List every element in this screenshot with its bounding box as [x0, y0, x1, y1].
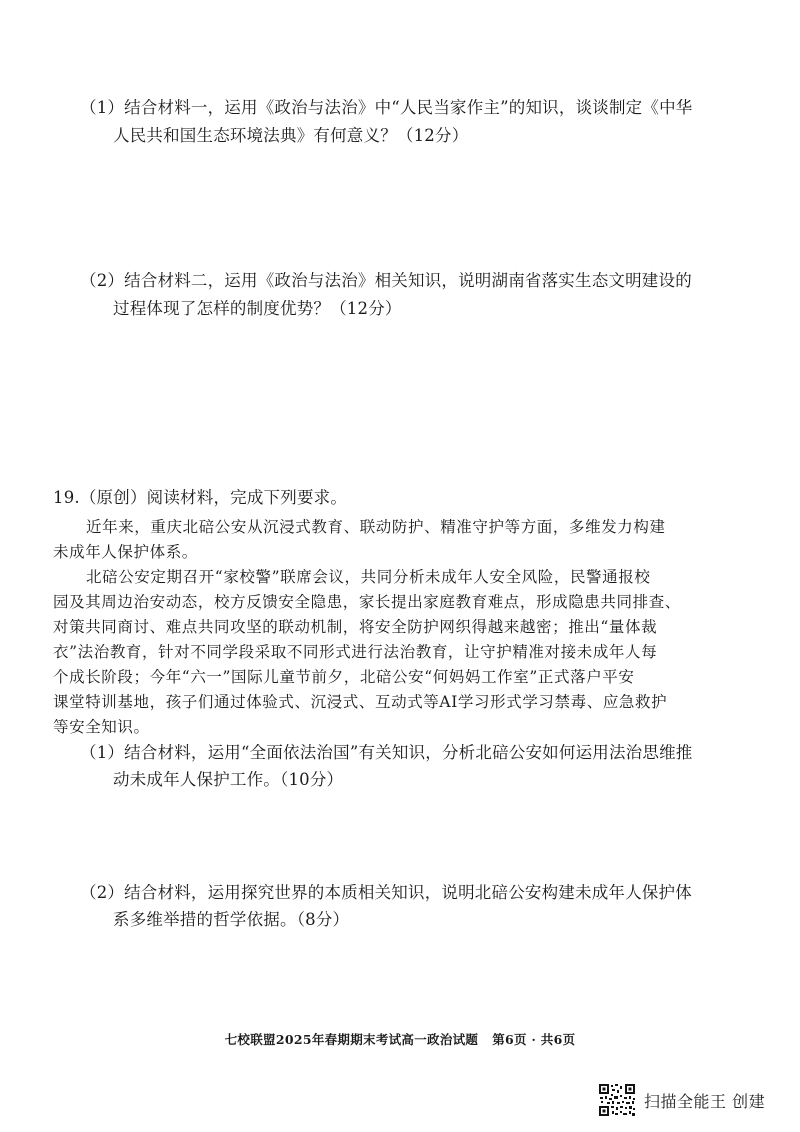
footer-total-pages: 共6页	[540, 1032, 576, 1047]
q19-material-line: 对策共同商讨、难点共同攻坚的联动机制，将安全防护网织得越来越密；推出“量体裁	[53, 618, 658, 636]
q18-1-line2: 人民共和国生态环境法典》有何意义？（12分）	[113, 126, 469, 145]
q18-2-line1: （2）结合材料二，运用《政治与法治》相关知识，说明湖南省落实生态文明建设的	[80, 271, 692, 290]
q19-material-line: 近年来，重庆北碚公安从沉浸式教育、联动防护、精准守护等方面，多维发力构建	[86, 518, 666, 536]
watermark-text: 扫描全能王 创建	[644, 1091, 766, 1111]
q19-material-line: 园及其周边治安动态，校方反馈安全隐患，家长提出家庭教育难点，形成隐患共同排查、	[53, 593, 681, 611]
footer-page-number: 第6页	[492, 1032, 527, 1047]
page-footer	[0, 1030, 800, 1048]
q19-material-line: 等安全知识。	[53, 718, 150, 736]
q19-2-line1: （2）结合材料，运用探究世界的本质相关知识，说明北碚公安构建未成年人保护体	[80, 883, 692, 902]
qr-code-icon	[598, 1083, 636, 1117]
q19-header: 19.（原创）阅读材料，完成下列要求。	[53, 488, 348, 507]
scanner-watermark	[598, 1083, 765, 1117]
q18-2-line2: 过程体现了怎样的制度优势？（12分）	[113, 299, 402, 318]
q19-1-line1: （1）结合材料，运用“全面依法治国”有关知识，分析北碚公安如何运用法治思维推	[80, 743, 693, 762]
q19-material-line: 个成长阶段；今年“六一”国际儿童节前夕，北碚公安“何妈妈工作室”正式落户平安	[53, 668, 635, 686]
q18-1-line1: （1）结合材料一，运用《政治与法治》中“人民当家作主”的知识，谈谈制定《中华	[80, 98, 693, 117]
footer-separator: ·	[531, 1032, 537, 1047]
q19-material-line: 未成年人保护体系。	[53, 543, 198, 561]
footer-exam-title: 七校联盟2025年春期期末考试高一政治试题	[224, 1032, 479, 1047]
q19-material-line: 北碚公安定期召开“家校警”联席会议，共同分析未成年人安全风险，民警通报校	[86, 568, 651, 586]
q19-material-line: 课堂特训基地，孩子们通过体验式、沉浸式、互动式等AI学习形式学习禁毒、应急救护	[53, 693, 668, 711]
q19-material-line: 衣”法治教育，针对不同学段采取不同形式进行法治教育，让守护精准对接未成年人每	[53, 643, 658, 661]
q19-1-line2: 动未成年人保护工作。（10分）	[113, 770, 344, 789]
q19-2-line2: 系多维举措的哲学依据。（8分）	[113, 910, 350, 929]
